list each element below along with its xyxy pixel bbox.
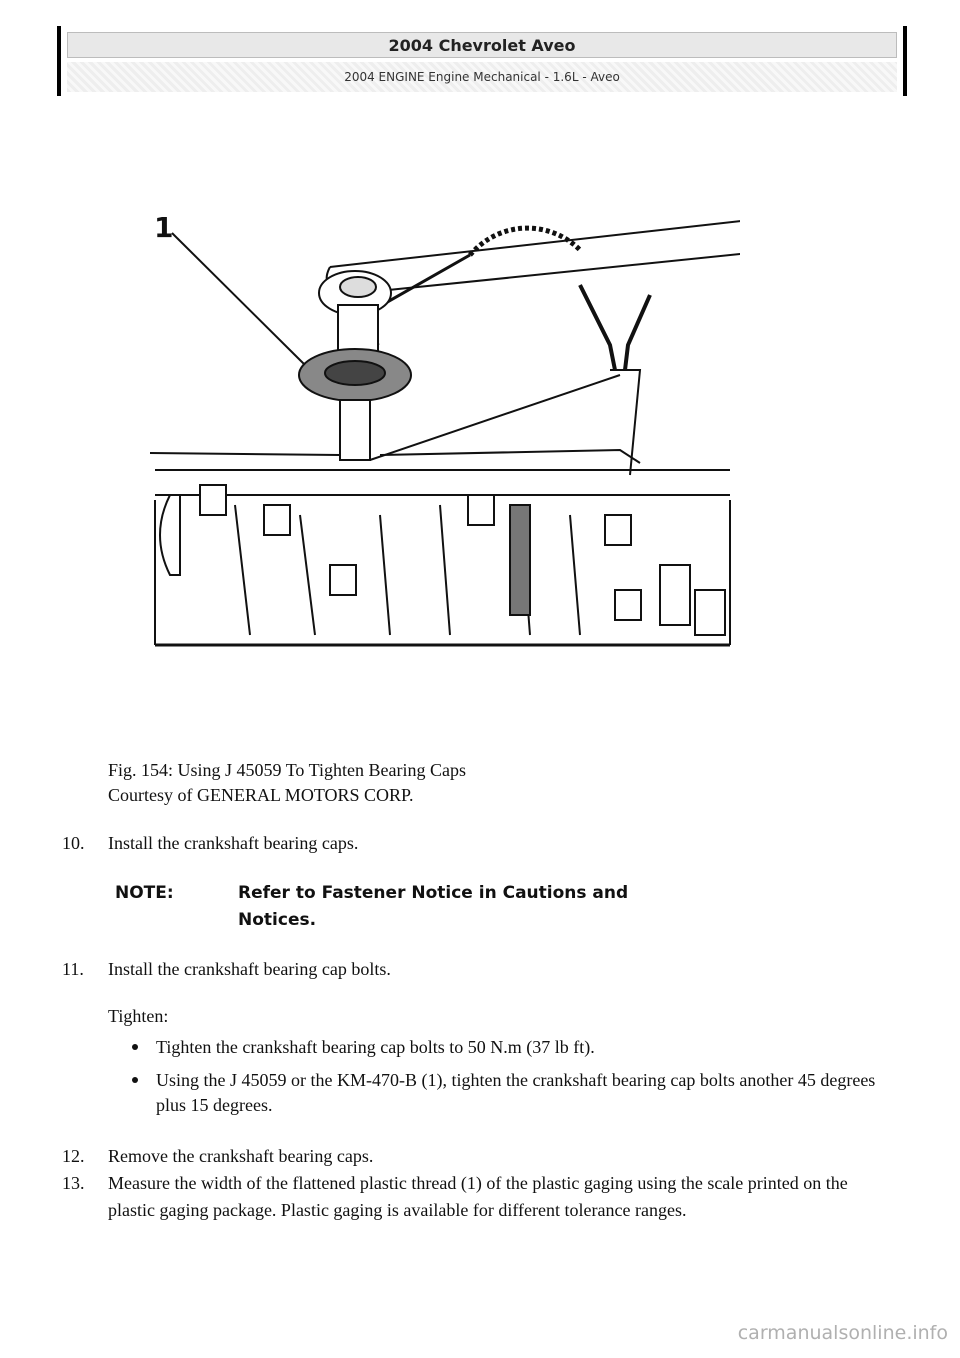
step-number: 13. [62,1173,85,1193]
caption-credit: Courtesy of GENERAL MOTORS CORP. [108,785,414,805]
step-text: Remove the crankshaft bearing caps. [108,1146,374,1166]
document-title: 2004 Chevrolet Aveo [67,32,897,58]
caption-title: Fig. 154: Using J 45059 To Tighten Bearing Caps [108,760,466,780]
step-number: 12. [62,1146,85,1166]
document-subtitle: 2004 ENGINE Engine Mechanical - 1.6L - Aveo [67,62,897,92]
crankshaft-torque-angle-figure [140,195,740,675]
bullet-text: Tighten the crankshaft bearing cap bolts to 50 N.m (37 lb ft). [156,1037,595,1057]
note-text: Refer to Fastener Notice in Cautions and Notices. [238,883,629,930]
step-number: 10. [62,833,85,853]
note-label: NOTE: [115,883,174,903]
engine-illustration [140,195,740,675]
list-item [128,1068,908,1118]
bullet-icon [132,1077,138,1083]
callout-number: 1 [154,211,174,244]
bullet-icon [132,1044,138,1050]
manual-header [57,26,907,96]
step-text: Install the crankshaft bearing caps. [108,833,359,853]
bullet-text: Using the J 45059 or the KM-470-B (1), tighten the crankshaft bearing cap bolts another 45 degrees plus 15 degrees. [156,1070,876,1115]
step-text: Measure the width of the flattened plastic thread (1) of the plastic gaging using the scale printed on the plastic gaging package. Plastic gaging is available for different tolerance ranges. [108,1173,848,1220]
tighten-label: Tighten: [108,1006,169,1026]
step-text: Install the crankshaft bearing cap bolts. [108,959,391,979]
figure-caption [108,758,466,808]
list-item [128,1035,908,1060]
site-watermark: carmanualsonline.info [737,1322,948,1344]
step-number: 11. [62,959,84,979]
tighten-list [128,1035,908,1126]
